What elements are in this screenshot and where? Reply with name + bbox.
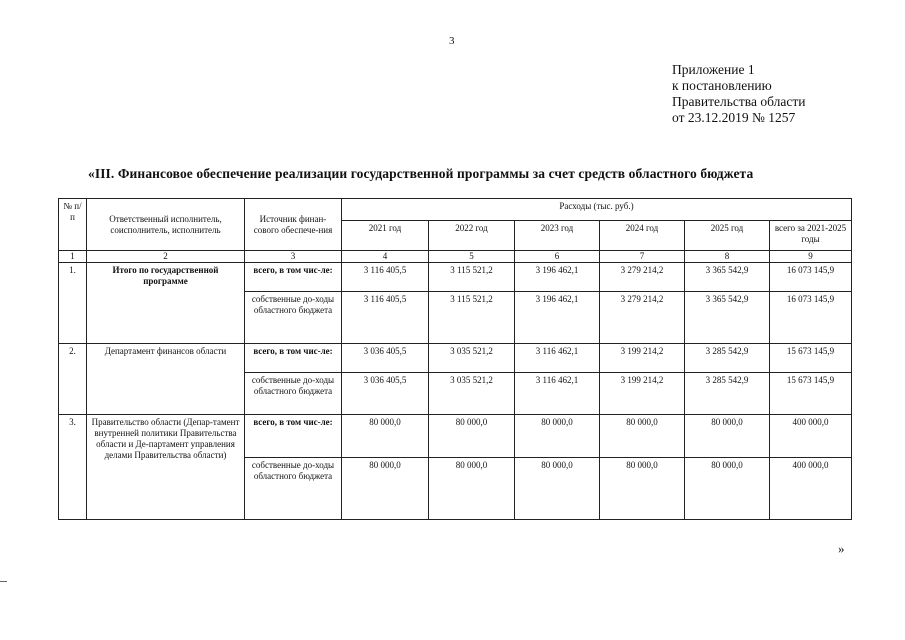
- column-index: 5: [429, 251, 515, 263]
- value-cell: 3 196 462,1: [515, 292, 600, 344]
- value-cell: 80 000,0: [342, 458, 429, 520]
- value-cell: 3 279 214,2: [600, 292, 685, 344]
- appendix-line: Приложение 1: [672, 62, 755, 77]
- value-cell: 80 000,0: [429, 415, 515, 458]
- value-cell: 3 116 405,5: [342, 263, 429, 292]
- value-cell: 400 000,0: [770, 415, 852, 458]
- table-row: [59, 344, 852, 373]
- header-year: 2023 год: [515, 221, 600, 251]
- table-row: [59, 263, 852, 292]
- value-cell: 15 673 145,9: [770, 373, 852, 415]
- value-cell: 80 000,0: [685, 458, 770, 520]
- header-year: 2021 год: [342, 221, 429, 251]
- row-num: 2.: [59, 344, 87, 415]
- table-row: [59, 415, 852, 458]
- row-source-own: собственные до-ходы областного бюджета: [245, 373, 342, 415]
- row-executor: Итого по государственной программе: [87, 263, 245, 344]
- column-index: 4: [342, 251, 429, 263]
- value-cell: 3 199 214,2: [600, 373, 685, 415]
- column-index: 7: [600, 251, 685, 263]
- closing-quote: »: [838, 541, 845, 556]
- row-source-total: всего, в том чис-ле:: [245, 344, 342, 373]
- value-cell: 80 000,0: [600, 415, 685, 458]
- header-year: 2024 год: [600, 221, 685, 251]
- header-source: Источник финан-сового обеспече-ния: [245, 199, 342, 251]
- value-cell: 80 000,0: [342, 415, 429, 458]
- value-cell: 3 035 521,2: [429, 344, 515, 373]
- value-cell: 3 285 542,9: [685, 344, 770, 373]
- value-cell: 3 115 521,2: [429, 292, 515, 344]
- header-year: 2022 год: [429, 221, 515, 251]
- value-cell: 3 116 405,5: [342, 292, 429, 344]
- row-num: 1.: [59, 263, 87, 344]
- row-source-own: собственные до-ходы областного бюджета: [245, 292, 342, 344]
- value-cell: 80 000,0: [600, 458, 685, 520]
- margin-mark: [0, 581, 7, 582]
- header-year: 2025 год: [685, 221, 770, 251]
- appendix-line: к постановлению: [672, 78, 772, 93]
- header-expenses: Расходы (тыс. руб.): [342, 199, 852, 221]
- value-cell: 400 000,0: [770, 458, 852, 520]
- appendix-line: Правительства области: [672, 94, 806, 109]
- column-index: 8: [685, 251, 770, 263]
- header-year-total: всего за 2021-2025 годы: [770, 221, 852, 251]
- row-source-own: собственные до-ходы областного бюджета: [245, 458, 342, 520]
- value-cell: 3 285 542,9: [685, 373, 770, 415]
- value-cell: 3 199 214,2: [600, 344, 685, 373]
- row-source-total: всего, в том чис-ле:: [245, 415, 342, 458]
- row-source-total: всего, в том чис-ле:: [245, 263, 342, 292]
- section-heading: «III. Финансовое обеспечение реализации государственной программы за счет средств областного бюджета: [88, 166, 754, 181]
- value-cell: 3 116 462,1: [515, 344, 600, 373]
- value-cell: 3 365 542,9: [685, 263, 770, 292]
- value-cell: 3 279 214,2: [600, 263, 685, 292]
- value-cell: 15 673 145,9: [770, 344, 852, 373]
- value-cell: 3 116 462,1: [515, 373, 600, 415]
- value-cell: 3 035 521,2: [429, 373, 515, 415]
- column-index: 6: [515, 251, 600, 263]
- page-number: 3: [449, 35, 455, 47]
- value-cell: 3 196 462,1: [515, 263, 600, 292]
- appendix-line: от 23.12.2019 № 1257: [672, 110, 796, 125]
- column-index: 1: [59, 251, 87, 263]
- row-num: 3.: [59, 415, 87, 520]
- column-index: 2: [87, 251, 245, 263]
- value-cell: 80 000,0: [685, 415, 770, 458]
- column-index: 9: [770, 251, 852, 263]
- value-cell: 3 036 405,5: [342, 373, 429, 415]
- value-cell: 16 073 145,9: [770, 292, 852, 344]
- value-cell: 3 365 542,9: [685, 292, 770, 344]
- header-executor: Ответственный исполнитель, соисполнитель, исполнитель: [87, 199, 245, 251]
- value-cell: 80 000,0: [515, 415, 600, 458]
- value-cell: 16 073 145,9: [770, 263, 852, 292]
- appendix-block: [672, 62, 805, 126]
- column-index: 3: [245, 251, 342, 263]
- row-executor: Правительство области (Депар-тамент внутренней политики Правительства области и Де-партамент управления делами Правительства области): [87, 415, 245, 520]
- value-cell: 80 000,0: [429, 458, 515, 520]
- financing-table: [58, 198, 852, 520]
- header-num: № п/п: [59, 199, 87, 251]
- row-executor: Департамент финансов области: [87, 344, 245, 415]
- value-cell: 3 036 405,5: [342, 344, 429, 373]
- value-cell: 3 115 521,2: [429, 263, 515, 292]
- value-cell: 80 000,0: [515, 458, 600, 520]
